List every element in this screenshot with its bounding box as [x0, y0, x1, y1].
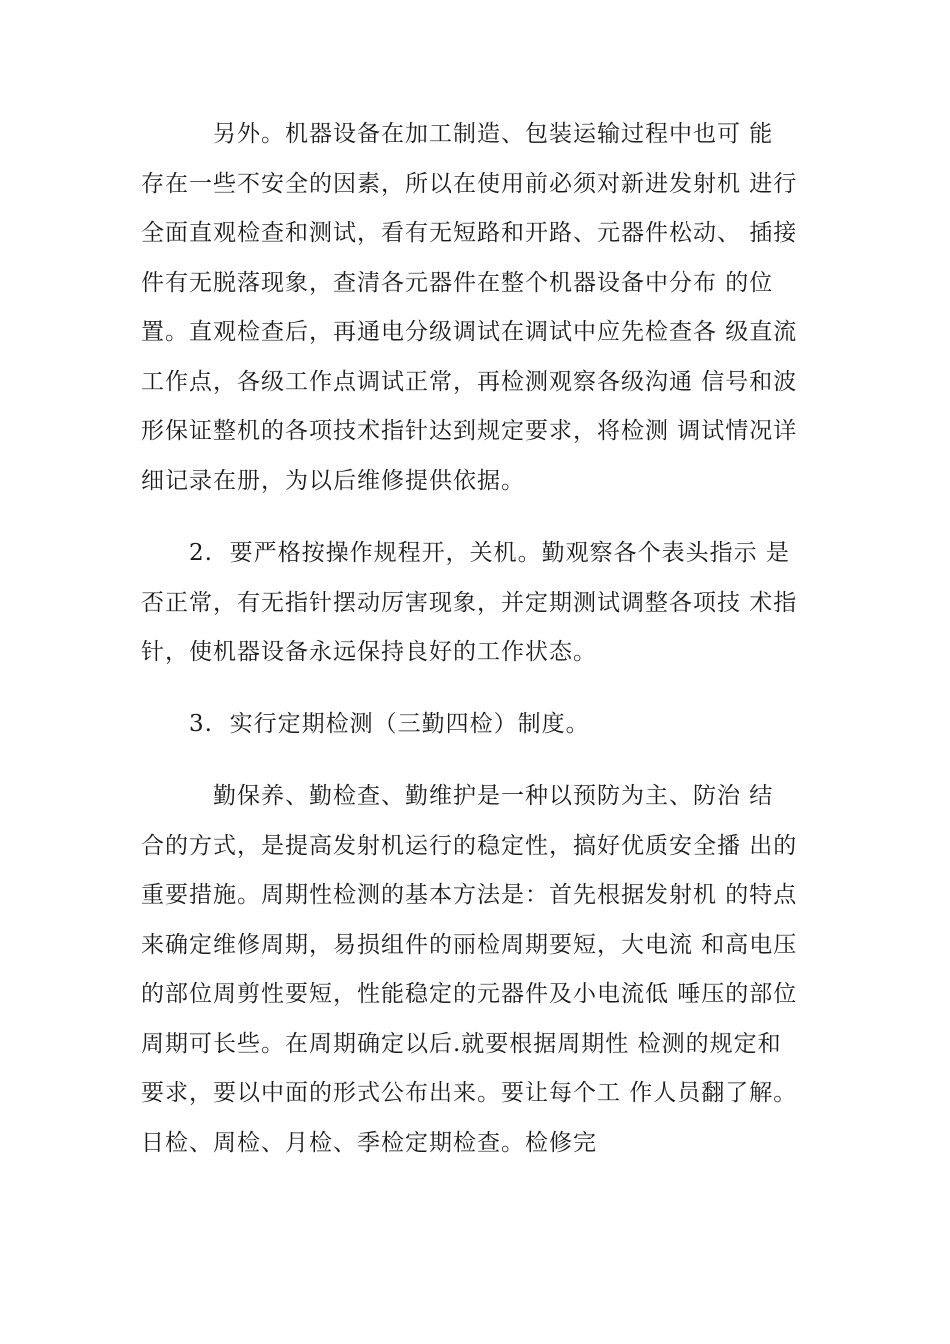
text-line: 重要措施。周期性检测的基本方法是：首先根据发射机 的特点 [141, 882, 798, 908]
text-line: 勤保养、勤检查、勤维护是一种以预防为主、防治 结 [141, 783, 774, 809]
text-line: 3. 实行定期检测（三勤四检）制度。 [141, 711, 590, 737]
text-line: 来确定维修周期，易损组件的丽检周期要短，大电流 和高电压 [141, 931, 798, 958]
text-line: 置。直观检查后，再通电分级调试在调试中应先检查各 级直流 [141, 319, 798, 345]
text-line: 2. 要严格按操作规程开，关机。勤观察各个表头指示 是 [141, 540, 790, 566]
text-line: 存在一些不安全的因素，所以在使用前必须对新进发射机 进行 [141, 170, 798, 197]
text-line: 针，使机器设备永远保持良好的工作状态。 [141, 639, 597, 665]
paragraph-periodic-maintenance [141, 772, 826, 1168]
paragraph-equipment-inspection [141, 110, 826, 506]
text-line: 形保证整机的各项技术指针达到规定要求，将检测 调试情况详 [141, 418, 798, 444]
text-line: 日检、周检、月检、季检定期检查。检修完 [141, 1129, 597, 1156]
text-line: 工作点，各级工作点调试正常，再检测观察各级沟通 信号和波 [141, 368, 798, 395]
text-line: 件有无脱落现象，查清各元器件在整个机器设备中分布 的位 [141, 269, 774, 296]
text-line: 合的方式，是提高发射机运行的稳定性，搞好优质安全播 出的 [141, 832, 798, 859]
text-line: 另外。机器设备在加工制造、包装运输过程中也可 能 [141, 121, 774, 147]
text-line: 的部位周剪性要短，性能稳定的元器件及小电流低 唾压的部位 [141, 981, 798, 1007]
paragraph-item-3-heading [141, 700, 826, 750]
text-line: 周期可长些。在周期确定以后.就要根据周期性 检测的规定和 [141, 1030, 782, 1057]
text-line: 细记录在册，为以后维修提供依据。 [141, 467, 525, 494]
text-line: 全面直观检查和测试，看有无短路和开路、元器件松动、 插接 [141, 220, 798, 246]
paragraph-item-2-operation [141, 529, 826, 678]
text-line: 要求，要以中面的形式公布出来。要让每个工 作人员翻了解。 [141, 1080, 798, 1106]
text-line: 否正常，有无指针摆动厉害现象，并定期测试调整各项技 术指 [141, 589, 798, 616]
